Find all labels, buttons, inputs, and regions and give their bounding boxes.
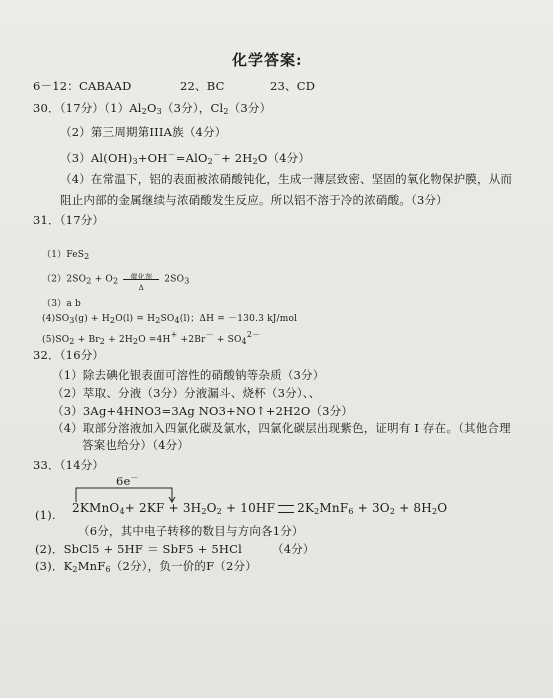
catalyst-arrow: 催化剂 Δ [121, 272, 161, 286]
page-title: 化学答案: [232, 51, 303, 69]
choice-answer-22: 22、BC [180, 79, 225, 93]
choice-answer-23: 23、CD [270, 79, 316, 93]
q33-scoring-note: （6分，其中电子转移的数目与方向各1分） [78, 524, 304, 538]
q32-part4-line1: （4）取部分溶液加入四氯化碳及氯水，四氯化碳层出现紫色，证明有 I 存在。（其他合理 [52, 421, 511, 435]
q31-header: 31．（17分） [33, 213, 105, 227]
q32-part1: （1）除去碘化银表面可溶性的硝酸钠等杂质（3分） [52, 368, 325, 382]
q32-part3: （3）3Ag+4HNO3=3Ag NO3+NO↑+2H2O（3分） [52, 404, 354, 418]
electron-count: 6e－ [116, 473, 139, 488]
q31-part2: （2）2SO2 + O2 催化剂 Δ 2SO3 [42, 273, 190, 292]
q33-header: 33．（14分） [33, 458, 105, 472]
q33-part3: (3)．$K_2MnF_6(2$分），负一价的F（2分） [35, 559, 257, 574]
q33-part1-label: (1). [35, 508, 56, 522]
q32-header: 32．（16分） [33, 348, 105, 362]
q32-part4-line2: 答案也给分）（4分） [82, 438, 190, 452]
q30-part4-line2: 阻止内部的金属继续与浓硝酸发生反应。所以铝不溶于冷的浓硝酸。（3分） [60, 193, 448, 207]
q31-part4: (4)SO3(g) + H2O(l) = H2SO4(l)；ΔH = －130.3 kJ/mol [42, 314, 298, 325]
q33-part2-score: （4分） [272, 542, 315, 556]
q30-part1: 30．（17分）$(1)Al_2O_3(3$分），$Cl_2(3$分） [33, 101, 272, 116]
equals-sign [278, 505, 294, 513]
q33-part2: (2)．SbCl5 + 5HF ＝ SbF5 + 5HCl [35, 542, 243, 556]
q33-equation: 2KMnO$_4$+ $2KF + 3H_2O_2 + 10HF$ $2K_2MnF_6 + 3O_2 + 8H_2O$ [72, 501, 448, 516]
q31-part5: (5)SO2 + Br2 + 2H2O =4H+ +2Br－ + SO42－ [42, 330, 261, 346]
q30-part2: （2）第三周期第IIIA族（4分） [60, 125, 227, 139]
q31-part3: （3）a b [42, 299, 81, 309]
q30-part3: $(3)Al(OH)_3+OH^-=AlO_2^-+ 2H_2O(4$分） [60, 150, 311, 166]
q30-part4-line1: （4）在常温下，铝的表面被浓硝酸钝化，生成一薄层致密、坚固的氧化物保护膜，从而 [60, 172, 513, 186]
q31-part1: （1）FeS2 [42, 250, 90, 261]
choice-answers-6-12: 6－12：CABAAD [33, 79, 132, 93]
q32-part2: （2）萃取、分液（3分）分液漏斗、烧杯（3分）、、 [52, 386, 321, 400]
